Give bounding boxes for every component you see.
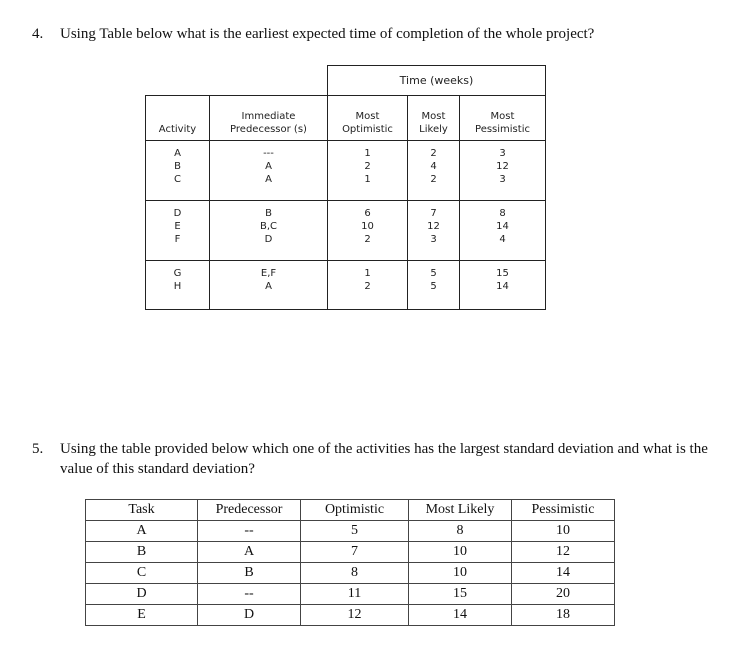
activity-value: F (174, 234, 181, 245)
table-cell: 10 (409, 542, 512, 563)
activity-value: B (174, 161, 181, 172)
activity-value: C (174, 174, 181, 185)
likely-cell (408, 201, 460, 261)
predecessor-cell (210, 201, 328, 261)
table-cell: -- (198, 521, 301, 542)
column-header: Optimistic (301, 500, 409, 521)
pessimistic-cell (460, 201, 546, 261)
optimistic-header: Most Optimistic (328, 96, 408, 141)
activity-cell (146, 261, 210, 310)
predecessor-value: B,C (259, 221, 278, 232)
table-cell: A (86, 521, 198, 542)
optimistic-value: 2 (364, 161, 371, 172)
activity-group (146, 261, 546, 310)
predecessor-value: A (265, 281, 272, 292)
table-cell: A (198, 542, 301, 563)
pessimistic-value: 4 (499, 234, 506, 245)
table-cell: 7 (301, 542, 409, 563)
optimistic-value: 1 (364, 148, 371, 159)
predecessor-value: A (265, 174, 272, 185)
likely-value: 4 (430, 161, 437, 172)
column-header: Pessimistic (512, 500, 615, 521)
activity-time-table (145, 65, 546, 310)
predecessor-value: --- (263, 148, 274, 159)
table-cell: 10 (409, 563, 512, 584)
likely-value: 3 (430, 234, 437, 245)
predecessor-value: A (265, 161, 272, 172)
question-5 (32, 439, 722, 479)
table-cell: 12 (512, 542, 615, 563)
table-cell: 20 (512, 584, 615, 605)
table-cell: 11 (301, 584, 409, 605)
question-4 (32, 24, 722, 44)
table-cell: B (86, 542, 198, 563)
time-weeks-header: Time (weeks) (328, 66, 546, 96)
predecessor-cell (210, 141, 328, 201)
table-row (86, 542, 615, 563)
table-cell: 14 (409, 605, 512, 626)
table-cell: 15 (409, 584, 512, 605)
pessimistic-value: 15 (496, 268, 509, 279)
likely-value: 2 (430, 174, 437, 185)
optimistic-value: 1 (364, 268, 371, 279)
table-cell: -- (198, 584, 301, 605)
table-cell: 18 (512, 605, 615, 626)
table-row (86, 584, 615, 605)
table-cell: 5 (301, 521, 409, 542)
pessimistic-value: 3 (499, 148, 506, 159)
likely-value: 2 (430, 148, 437, 159)
table-cell: D (86, 584, 198, 605)
question-5-number: 5. (32, 441, 44, 457)
table-cell: C (86, 563, 198, 584)
likely-header: Most Likely (408, 96, 460, 141)
predecessor-header: Immediate Predecessor (s) (210, 96, 328, 141)
likely-value: 7 (430, 208, 437, 219)
predecessor-value: B (265, 208, 272, 219)
column-header: Predecessor (198, 500, 301, 521)
column-header: Most Likely (409, 500, 512, 521)
optimistic-value: 10 (361, 221, 374, 232)
question-4-number: 4. (32, 26, 44, 42)
task-estimate-table (85, 499, 615, 626)
optimistic-value: 6 (364, 208, 371, 219)
activity-value: E (174, 221, 181, 232)
table-cell: 14 (512, 563, 615, 584)
predecessor-cell (210, 261, 328, 310)
table-cell: E (86, 605, 198, 626)
table-cell: D (198, 605, 301, 626)
table-row (86, 605, 615, 626)
question-5-text: Using the table provided below which one of the activities has the largest standard deviation and what is the value of this standard deviation? (60, 441, 708, 477)
activity-cell (146, 201, 210, 261)
table-cell: 12 (301, 605, 409, 626)
likely-cell (408, 261, 460, 310)
pessimistic-value: 14 (496, 221, 509, 232)
activity-value: D (173, 208, 182, 219)
activity-value: G (173, 268, 182, 279)
pessimistic-value: 12 (496, 161, 509, 172)
activity-group (146, 201, 546, 261)
optimistic-cell (328, 141, 408, 201)
pessimistic-value: 3 (499, 174, 506, 185)
predecessor-value: D (264, 234, 273, 245)
table-row (86, 521, 615, 542)
optimistic-cell (328, 261, 408, 310)
table-cell: B (198, 563, 301, 584)
column-header: Task (86, 500, 198, 521)
table-cell: 8 (301, 563, 409, 584)
pessimistic-cell (460, 141, 546, 201)
question-4-text: Using Table below what is the earliest expected time of completion of the whole project? (60, 26, 595, 42)
activity-value: H (173, 281, 182, 292)
optimistic-value: 2 (364, 281, 371, 292)
likely-value: 5 (430, 281, 437, 292)
activity-cell (146, 141, 210, 201)
optimistic-cell (328, 201, 408, 261)
table-cell: 10 (512, 521, 615, 542)
likely-value: 5 (430, 268, 437, 279)
likely-cell (408, 141, 460, 201)
activity-header: Activity (146, 96, 210, 141)
pessimistic-value: 14 (496, 281, 509, 292)
optimistic-value: 2 (364, 234, 371, 245)
predecessor-value: E,F (260, 268, 277, 279)
activity-value: A (174, 148, 181, 159)
table-cell: 8 (409, 521, 512, 542)
likely-value: 12 (427, 221, 440, 232)
pessimistic-cell (460, 261, 546, 310)
pessimistic-value: 8 (499, 208, 506, 219)
activity-group (146, 141, 546, 201)
pessimistic-header: Most Pessimistic (460, 96, 546, 141)
table-row (86, 563, 615, 584)
optimistic-value: 1 (364, 174, 371, 185)
